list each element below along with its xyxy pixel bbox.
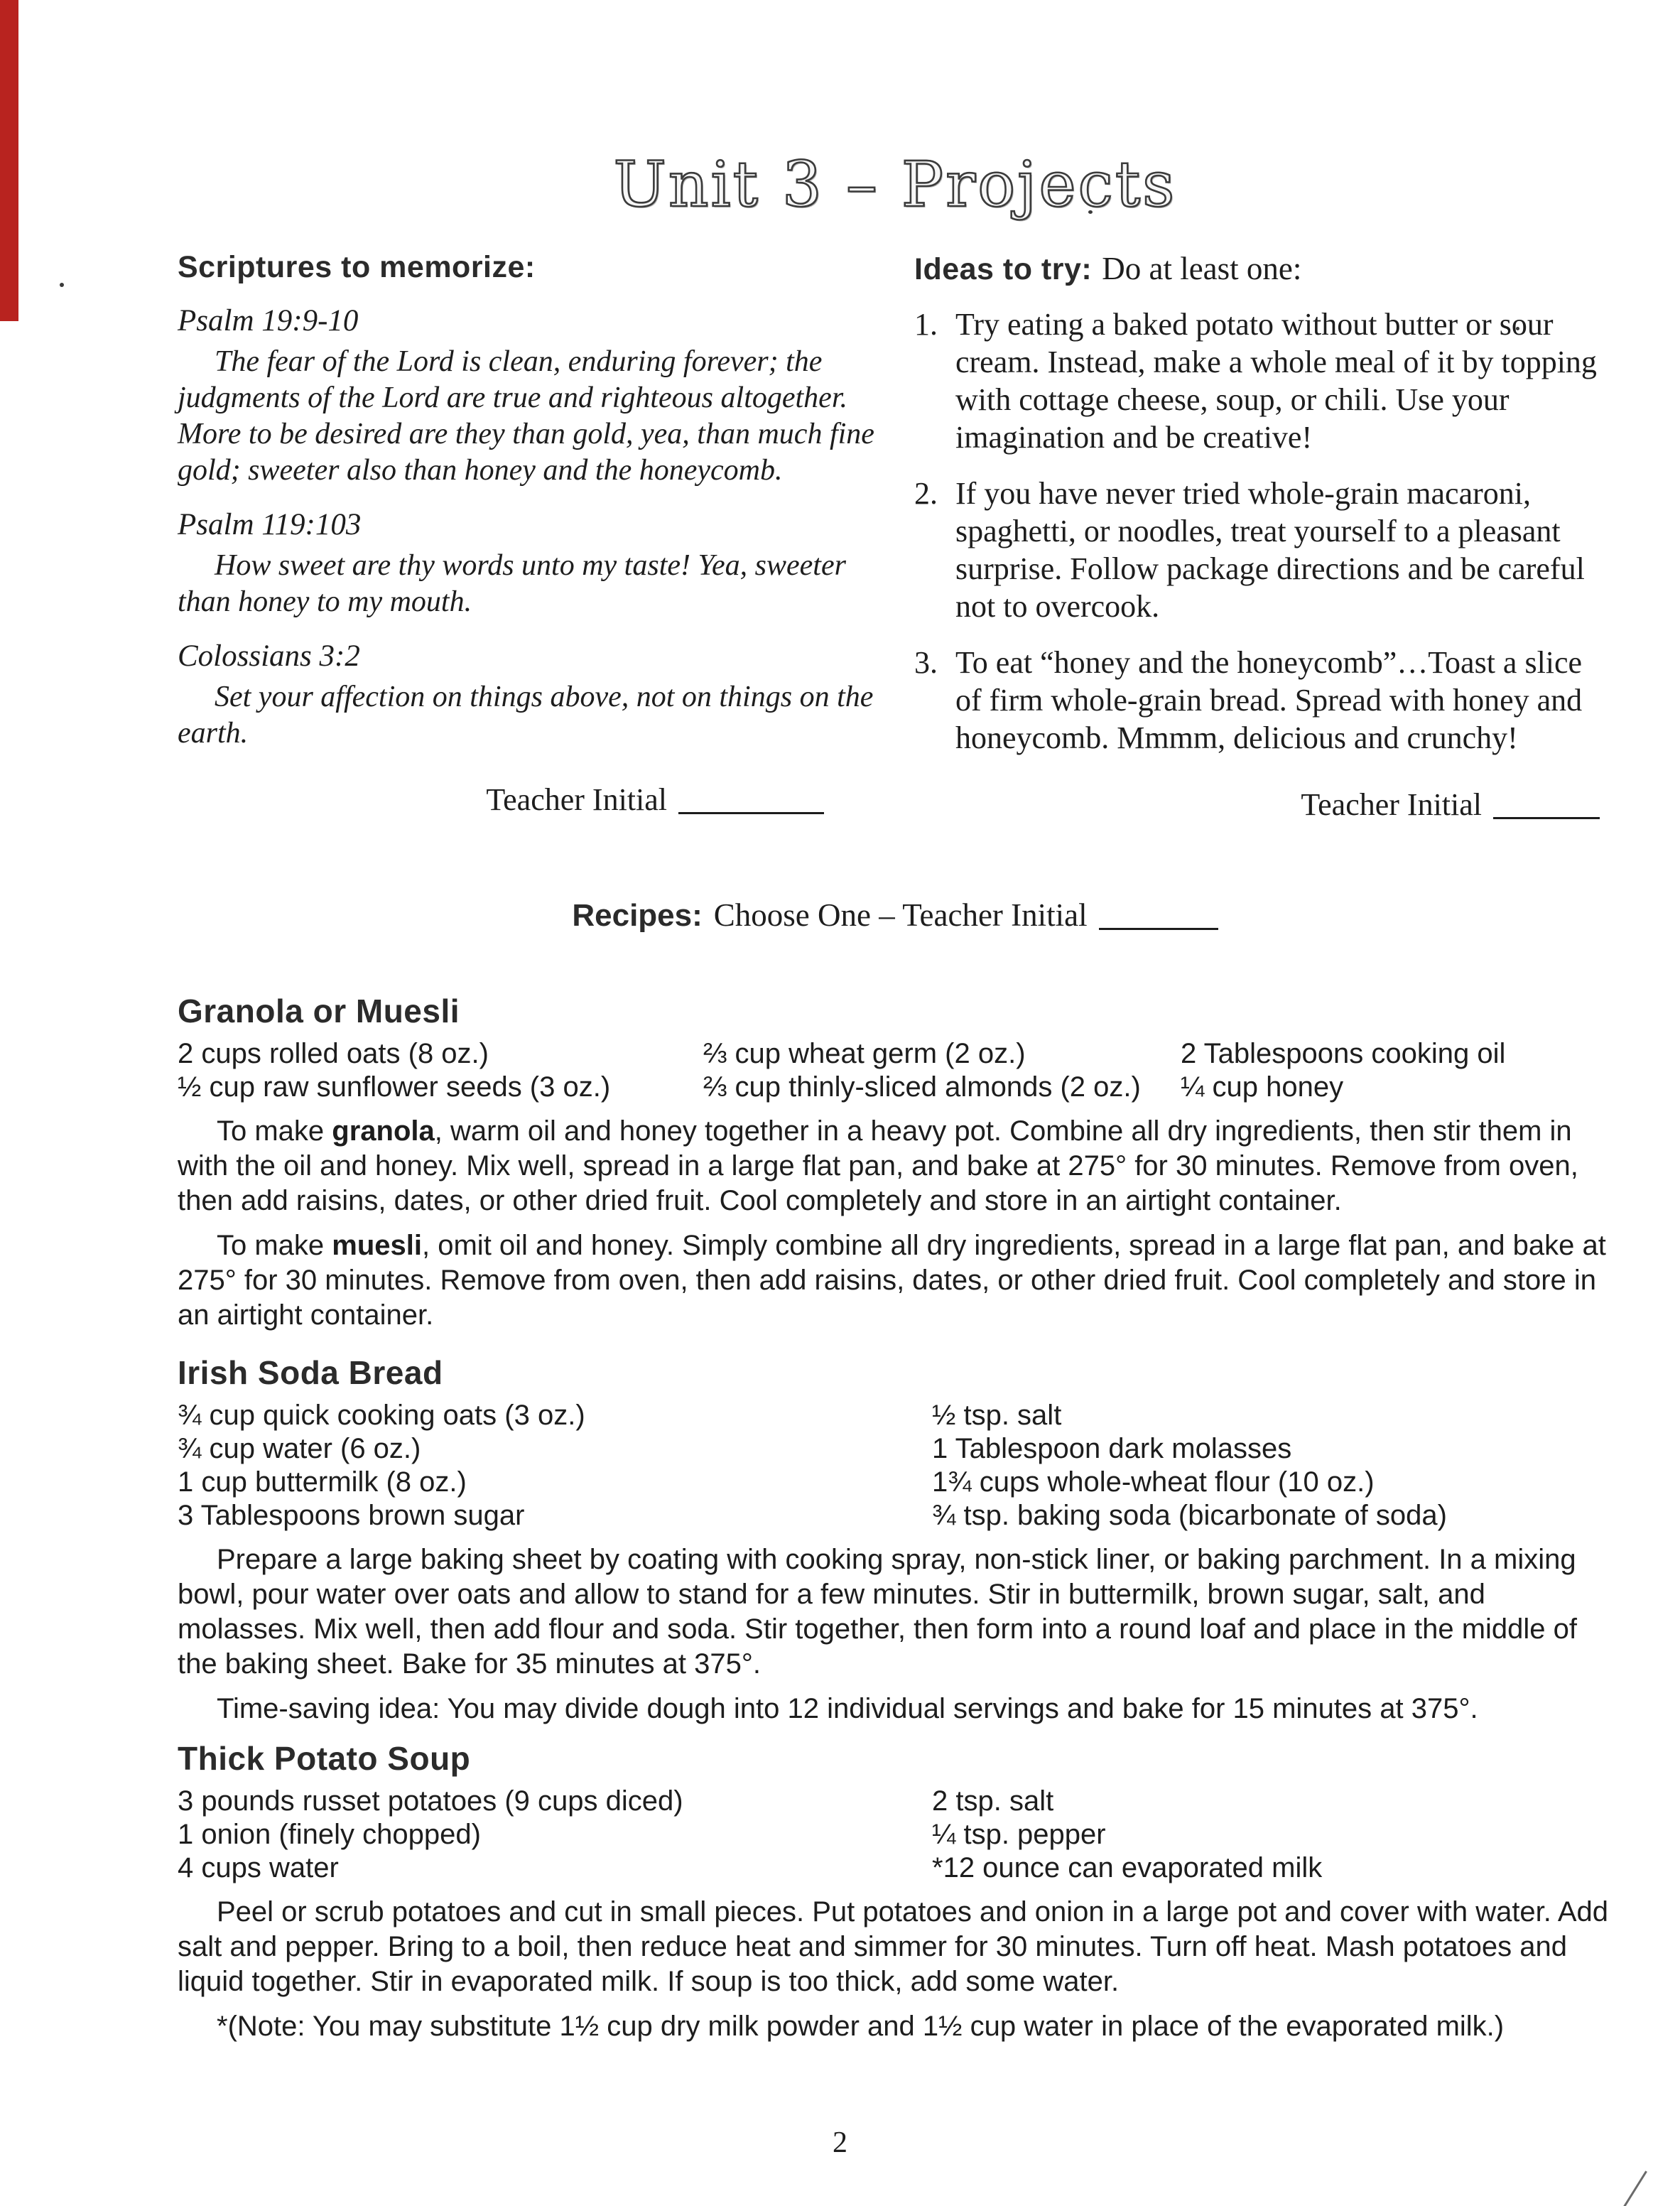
teacher-initial-label: Teacher Initial — [486, 782, 667, 817]
teacher-initial-blank — [678, 805, 824, 814]
scripture-ref: Colossians 3:2 — [178, 639, 360, 673]
ingredient-col — [703, 1037, 1181, 1104]
ingredient: ¼ tsp. pepper — [932, 1819, 1106, 1850]
ingredient: 2 Tablespoons cooking oil — [1181, 1038, 1506, 1069]
ingredient-grid — [178, 1399, 1613, 1532]
para-bold-word: granola — [332, 1115, 435, 1147]
ideas-heading — [914, 250, 1613, 287]
ingredient: ¼ cup honey — [1181, 1071, 1344, 1103]
scan-artifact-corner-mark — [1617, 2170, 1647, 2206]
teacher-initial-blank — [1099, 921, 1218, 930]
ingredient: ½ tsp. salt — [932, 1400, 1062, 1431]
ingredient: ½ cup raw sunflower seeds (3 oz.) — [178, 1071, 611, 1103]
scripture-text: How sweet are thy words unto my taste! Yea, sweeter than honey to my mouth. — [178, 549, 846, 618]
ingredient-col — [178, 1037, 703, 1104]
recipes-banner-bold: Recipes: — [572, 898, 703, 933]
idea-number: 1. — [914, 307, 938, 342]
scriptures-heading: Scriptures to memorize: — [178, 250, 536, 284]
recipe-heading: Granola or Muesli — [178, 993, 460, 1029]
recipe-granola — [178, 992, 1613, 1333]
ingredient: 1¾ cups whole-wheat flour (10 oz.) — [932, 1466, 1375, 1498]
idea-item — [914, 475, 1613, 625]
ingredient-col — [1181, 1037, 1613, 1104]
teacher-initial-blank — [1493, 810, 1600, 819]
ingredient: 3 pounds russet potatoes (9 cups diced) — [178, 1785, 683, 1817]
para-bold-word: muesli — [332, 1230, 423, 1261]
recipe-heading: Irish Soda Bread — [178, 1354, 443, 1391]
recipe-soda-bread — [178, 1353, 1613, 1726]
scripture-text: The fear of the Lord is clean, enduring forever; the judgments of the Lord are true and righteous altogether. More to be desired are they than gold, yea, than much fine gold; sweeter also than honey and the honeycomb. — [178, 345, 874, 487]
recipes-banner — [178, 897, 1613, 934]
recipe-paragraph — [178, 1228, 1613, 1333]
recipe-heading: Thick Potato Soup — [178, 1740, 471, 1777]
ingredient-col — [178, 1399, 932, 1532]
recipes-banner-rest: Choose One – Teacher Initial — [713, 897, 1088, 933]
recipe-paragraph: Prepare a large baking sheet by coating with cooking spray, non-stick liner, or baking parchment. In a mixing bowl, pour water over oats and allow to stand for a few minutes. Stir in buttermilk, brown sugar, salt, and molasses. Mix well, then add flour and soda. Stir together, then form into a round loaf and place in the middle of the baking sheet. Bake for 35 minutes at 375°. — [178, 1544, 1578, 1680]
page-number: 2 — [833, 2126, 847, 2159]
ideas-column — [914, 250, 1613, 823]
recipe-paragraph: *(Note: You may substitute 1½ cup dry milk powder and 1½ cup water in place of the evaporated milk.) — [217, 2011, 1505, 2042]
title-block — [178, 148, 1613, 221]
ideas-heading-rest: Do at least one: — [1102, 251, 1302, 286]
ingredient: ⅔ cup thinly-sliced almonds (2 oz.) — [703, 1071, 1141, 1103]
ingredient: 3 Tablespoons brown sugar — [178, 1500, 525, 1531]
ingredient-col — [932, 1785, 1613, 1885]
ingredient: 1 Tablespoon dark molasses — [932, 1433, 1292, 1464]
scripture-ref: Psalm 19:9-10 — [178, 304, 359, 337]
ingredient: 1 onion (finely chopped) — [178, 1819, 481, 1850]
para-rest: , omit oil and honey. Simply combine all dry ingredients, spread in a large flat pan, and bake at 275° for 30 minutes. Remove from oven, then add raisins, dates, or other dried fruit. Cool completely and store in an airtight container. — [178, 1230, 1606, 1331]
ingredient-col — [932, 1399, 1613, 1532]
ingredient: 2 cups rolled oats (8 oz.) — [178, 1038, 489, 1069]
two-column-area — [178, 250, 1613, 823]
ingredient: 1 cup buttermilk (8 oz.) — [178, 1466, 467, 1498]
idea-text: Try eating a baked potato without butter or sour cream. Instead, make a whole meal of it by topping with cottage cheese, soup, or chili. Use your imagination and be creative! — [955, 307, 1597, 455]
ingredient: ⅔ cup wheat germ (2 oz.) — [703, 1038, 1026, 1069]
ingredient: *12 ounce can evaporated milk — [932, 1852, 1323, 1883]
scripture-text: Set your affection on things above, not on things on the earth. — [178, 681, 874, 750]
idea-item — [914, 644, 1613, 757]
teacher-initial-line — [178, 782, 877, 818]
scan-speck — [60, 283, 64, 287]
recipe-paragraph: Peel or scrub potatoes and cut in small pieces. Put potatoes and onion in a large pot and cover with water. Add salt and pepper. Bring to a boil, then reduce heat and simmer for 30 minutes. Turn off heat. Mash potatoes and liquid together. Stir in evaporated milk. If soup is too thick, add some water. — [178, 1896, 1608, 1997]
scan-artifact-red-stripe — [0, 0, 18, 321]
ingredient: 2 tsp. salt — [932, 1785, 1054, 1817]
idea-text: If you have never tried whole-grain macaroni, spaghetti, or noodles, treat yourself to a pleasant surprise. Follow package directions and be careful not to overcook. — [955, 476, 1585, 624]
scripture-ref: Psalm 119:103 — [178, 508, 362, 541]
teacher-initial-label: Teacher Initial — [1301, 787, 1482, 822]
ingredient: ¾ tsp. baking soda (bicarbonate of soda) — [932, 1500, 1447, 1531]
ideas-heading-bold: Ideas to try: — [914, 252, 1093, 286]
ingredient-grid — [178, 1037, 1613, 1104]
idea-number: 3. — [914, 645, 938, 680]
page-title: Unit 3 – Projects — [613, 148, 1177, 221]
scriptures-column — [178, 250, 877, 823]
idea-item — [914, 306, 1613, 456]
para-lead: To make — [217, 1230, 332, 1261]
recipe-paragraph: Time-saving idea: You may divide dough into 12 individual servings and bake for 15 minutes at 375°. — [217, 1693, 1478, 1724]
ingredient: ¾ cup water (6 oz.) — [178, 1433, 421, 1464]
ingredient-grid — [178, 1785, 1613, 1885]
para-lead: To make — [217, 1115, 332, 1147]
idea-number: 2. — [914, 476, 938, 511]
ingredient-col — [178, 1785, 932, 1885]
idea-text: To eat “honey and the honeycomb”…Toast a slice of firm whole-grain bread. Spread with honey and honeycomb. Mmmm, delicious and crunchy! — [955, 645, 1583, 755]
ingredient: ¾ cup quick cooking oats (3 oz.) — [178, 1400, 585, 1431]
teacher-initial-line — [914, 786, 1613, 823]
para-rest: , warm oil and honey together in a heavy pot. Combine all dry ingredients, then stir them in with the oil and honey. Mix well, spread in a large flat pan, and bake at 275° for 30 minutes. Remove from oven, then add raisins, dates, or other dried fruit. Cool completely and store in an airtight container. — [178, 1115, 1578, 1216]
recipe-potato-soup — [178, 1739, 1613, 2044]
ingredient: 4 cups water — [178, 1852, 339, 1883]
recipe-paragraph — [178, 1114, 1613, 1218]
